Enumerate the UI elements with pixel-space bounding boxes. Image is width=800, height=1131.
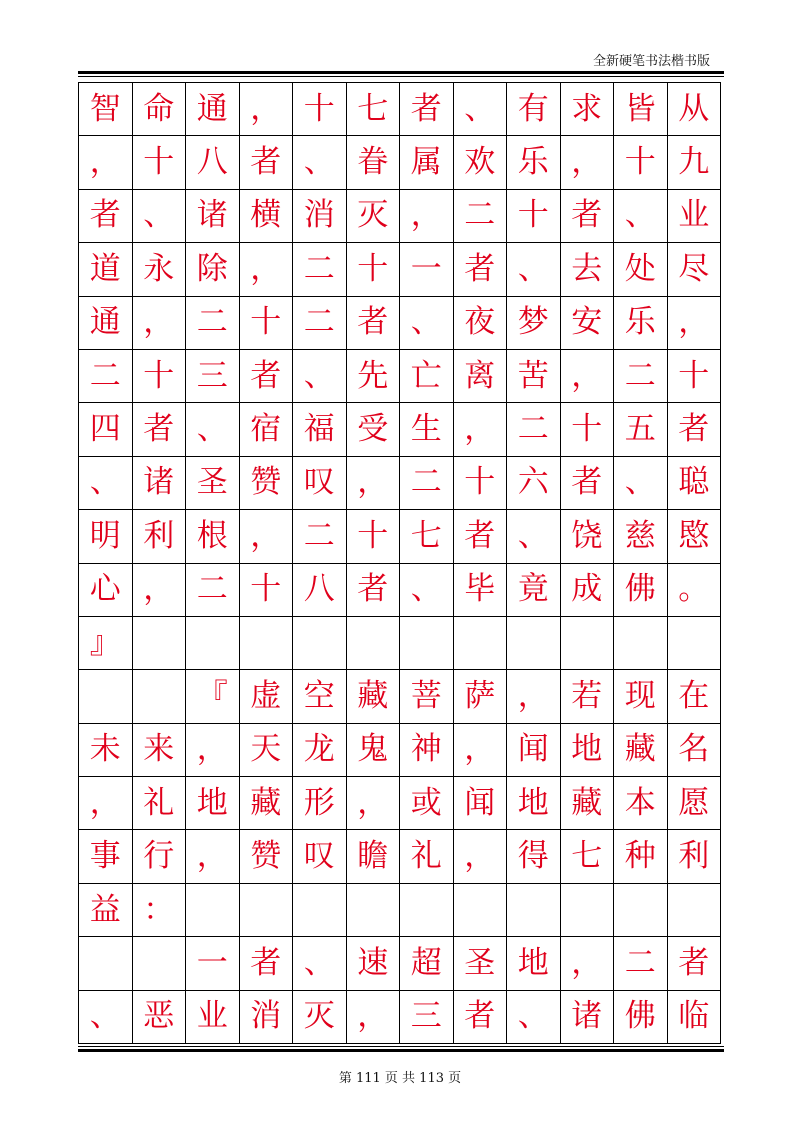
grid-cell: ， [400,190,454,243]
grid-cell: 十 [668,350,722,403]
grid-cell: 诸 [133,457,187,510]
footer-rule [78,1046,724,1052]
grid-cell: 、 [400,564,454,617]
grid-cell: 去 [561,243,615,296]
grid-cell: 益 [79,884,133,937]
grid-cell: 、 [79,457,133,510]
grid-cell: 竟 [507,564,561,617]
grid-cell: 处 [614,243,668,296]
grid-cell: 者 [347,297,401,350]
grid-cell: 礼 [400,830,454,883]
grid-cell: 命 [133,83,187,136]
grid-cell: 、 [507,510,561,563]
grid-cell: 七 [400,510,454,563]
grid-cell [240,884,294,937]
grid-cell: 乐 [614,297,668,350]
grid-cell: 十 [133,136,187,189]
grid-cell: 在 [668,670,722,723]
grid-cell: 七 [561,830,615,883]
grid-cell: 、 [293,937,347,990]
grid-cell: 四 [79,403,133,456]
grid-cell: 者 [561,457,615,510]
grid-cell [133,670,187,723]
grid-cell: ， [507,670,561,723]
calligraphy-grid [78,82,721,1044]
grid-cell [400,617,454,670]
grid-cell: 十 [347,510,401,563]
grid-cell: 瞻 [347,830,401,883]
grid-cell: ， [454,403,508,456]
document-header-title: 全新硬笔书法楷书版 [592,54,710,69]
grid-cell: 受 [347,403,401,456]
grid-cell: 鬼 [347,724,401,777]
grid-cell: 永 [133,243,187,296]
grid-cell: 、 [614,457,668,510]
grid-cell [133,617,187,670]
grid-cell [454,617,508,670]
grid-cell: ， [240,243,294,296]
grid-cell: 地 [507,777,561,830]
grid-cell: 赞 [240,830,294,883]
grid-cell: 来 [133,724,187,777]
grid-cell: 十 [240,564,294,617]
grid-cell: 尽 [668,243,722,296]
grid-cell: 六 [507,457,561,510]
grid-cell: 生 [400,403,454,456]
grid-cell: 从 [668,83,722,136]
grid-cell: 十 [347,243,401,296]
grid-cell: 、 [507,991,561,1044]
header-rule [78,71,724,77]
grid-cell: 消 [240,991,294,1044]
grid-cell: 明 [79,510,133,563]
grid-cell: 佛 [614,991,668,1044]
grid-cell: 者 [561,190,615,243]
grid-cell: ， [186,724,240,777]
grid-cell: ： [133,884,187,937]
grid-cell: 『 [186,670,240,723]
grid-cell: 地 [561,724,615,777]
grid-cell: 宿 [240,403,294,456]
grid-cell: 速 [347,937,401,990]
grid-cell: 者 [668,403,722,456]
grid-cell: 利 [668,830,722,883]
grid-cell: 灭 [347,190,401,243]
grid-cell: 愍 [668,510,722,563]
grid-cell: 五 [614,403,668,456]
grid-cell: ， [454,830,508,883]
grid-cell: ， [668,297,722,350]
grid-cell: 行 [133,830,187,883]
grid-cell: 者 [240,937,294,990]
grid-cell: 佛 [614,564,668,617]
grid-cell: 者 [79,190,133,243]
grid-cell: 七 [347,83,401,136]
grid-cell: 圣 [186,457,240,510]
grid-cell: 利 [133,510,187,563]
grid-cell: 二 [454,190,508,243]
grid-cell [668,884,722,937]
grid-cell: 十 [507,190,561,243]
grid-cell: 十 [293,83,347,136]
grid-cell: 安 [561,297,615,350]
grid-cell: 眷 [347,136,401,189]
grid-cell: 通 [79,297,133,350]
grid-cell: 十 [240,297,294,350]
grid-cell: ， [240,510,294,563]
grid-cell: 藏 [561,777,615,830]
grid-cell: 』 [79,617,133,670]
grid-cell [79,937,133,990]
grid-cell: 灭 [293,991,347,1044]
grid-cell [454,884,508,937]
grid-cell: 、 [79,991,133,1044]
grid-cell: 二 [293,243,347,296]
grid-cell: ， [186,830,240,883]
grid-cell: 八 [293,564,347,617]
grid-cell: 智 [79,83,133,136]
grid-cell: 者 [668,937,722,990]
grid-cell: 二 [186,297,240,350]
grid-cell [347,617,401,670]
grid-cell: 先 [347,350,401,403]
grid-cell: 、 [454,83,508,136]
grid-cell: 恶 [133,991,187,1044]
grid-cell: 梦 [507,297,561,350]
grid-cell [614,617,668,670]
grid-cell: 空 [293,670,347,723]
grid-cell: 、 [133,190,187,243]
grid-cell: ， [561,937,615,990]
grid-cell: 龙 [293,724,347,777]
grid-cell: 通 [186,83,240,136]
grid-cell: 十 [454,457,508,510]
grid-cell: 十 [133,350,187,403]
grid-cell: 、 [293,350,347,403]
grid-cell: 一 [400,243,454,296]
grid-cell: 者 [454,991,508,1044]
grid-cell: 现 [614,670,668,723]
grid-cell: ， [454,724,508,777]
grid-cell: 愿 [668,777,722,830]
grid-cell: 事 [79,830,133,883]
grid-cell: ， [347,457,401,510]
grid-cell: 求 [561,83,615,136]
grid-cell: ， [133,564,187,617]
grid-cell: 二 [614,937,668,990]
grid-cell: 若 [561,670,615,723]
grid-cell: 、 [400,297,454,350]
grid-cell [668,617,722,670]
grid-cell: 诸 [186,190,240,243]
grid-cell: 、 [293,136,347,189]
grid-cell [561,617,615,670]
grid-cell: 除 [186,243,240,296]
grid-cell: 藏 [347,670,401,723]
grid-cell: 夜 [454,297,508,350]
grid-cell: 者 [454,243,508,296]
grid-cell: 离 [454,350,508,403]
grid-cell: 二 [614,350,668,403]
grid-cell: 乐 [507,136,561,189]
grid-cell: 闻 [507,724,561,777]
grid-cell: 藏 [240,777,294,830]
grid-cell: 业 [186,991,240,1044]
grid-cell: 者 [240,350,294,403]
grid-cell [293,884,347,937]
grid-cell: 菩 [400,670,454,723]
grid-cell [507,617,561,670]
grid-cell: 者 [400,83,454,136]
grid-cell: 天 [240,724,294,777]
grid-cell: ， [561,136,615,189]
grid-cell: 叹 [293,830,347,883]
grid-cell: 萨 [454,670,508,723]
grid-cell: 慈 [614,510,668,563]
grid-cell: 、 [614,190,668,243]
grid-cell: 二 [400,457,454,510]
grid-cell: 闻 [454,777,508,830]
grid-cell: 者 [347,564,401,617]
grid-cell [186,617,240,670]
grid-cell [79,670,133,723]
grid-cell: 者 [133,403,187,456]
grid-cell [400,884,454,937]
grid-cell: 者 [454,510,508,563]
grid-cell [561,884,615,937]
grid-cell: 毕 [454,564,508,617]
grid-cell: 属 [400,136,454,189]
grid-cell: 二 [79,350,133,403]
grid-cell: ， [347,777,401,830]
grid-cell: 福 [293,403,347,456]
grid-cell: 地 [186,777,240,830]
grid-cell: 者 [240,136,294,189]
grid-cell: 本 [614,777,668,830]
grid-cell: 横 [240,190,294,243]
grid-cell [507,884,561,937]
grid-cell: 形 [293,777,347,830]
grid-cell: 十 [614,136,668,189]
grid-cell: 亡 [400,350,454,403]
grid-cell: 欢 [454,136,508,189]
grid-cell: 十 [561,403,615,456]
grid-cell: 圣 [454,937,508,990]
grid-cell: 二 [293,510,347,563]
grid-cell: 未 [79,724,133,777]
grid-cell: 二 [507,403,561,456]
grid-cell: 礼 [133,777,187,830]
grid-cell: 虚 [240,670,294,723]
grid-cell: 。 [668,564,722,617]
grid-cell: 二 [293,297,347,350]
grid-cell: ， [79,136,133,189]
grid-cell: 根 [186,510,240,563]
grid-cell: 八 [186,136,240,189]
page-number: 第 111 页 共 113 页 [338,1071,462,1086]
grid-cell: 种 [614,830,668,883]
grid-cell: 聪 [668,457,722,510]
grid-cell: 临 [668,991,722,1044]
grid-cell: 得 [507,830,561,883]
grid-cell: 饶 [561,510,615,563]
grid-cell [186,884,240,937]
grid-cell: 诸 [561,991,615,1044]
grid-cell: 叹 [293,457,347,510]
grid-cell: 名 [668,724,722,777]
grid-cell [347,884,401,937]
grid-cell: ， [79,777,133,830]
grid-cell: 地 [507,937,561,990]
grid-cell [133,937,187,990]
grid-cell: 、 [186,403,240,456]
grid-cell: 、 [507,243,561,296]
grid-cell: 心 [79,564,133,617]
grid-cell: 成 [561,564,615,617]
grid-cell: 苦 [507,350,561,403]
grid-cell: 或 [400,777,454,830]
grid-cell: 二 [186,564,240,617]
grid-cell: 九 [668,136,722,189]
grid-cell: 道 [79,243,133,296]
grid-cell: 超 [400,937,454,990]
grid-cell: 三 [186,350,240,403]
grid-cell [240,617,294,670]
grid-cell [293,617,347,670]
grid-cell: 神 [400,724,454,777]
grid-cell: 藏 [614,724,668,777]
grid-cell: 一 [186,937,240,990]
grid-cell: ， [133,297,187,350]
grid-cell: 三 [400,991,454,1044]
grid-cell [614,884,668,937]
grid-cell: 业 [668,190,722,243]
grid-cell: ， [347,991,401,1044]
grid-cell: 消 [293,190,347,243]
grid-cell: 皆 [614,83,668,136]
grid-cell: ， [561,350,615,403]
grid-cell: 赞 [240,457,294,510]
grid-cell: 有 [507,83,561,136]
grid-cell: ， [240,83,294,136]
